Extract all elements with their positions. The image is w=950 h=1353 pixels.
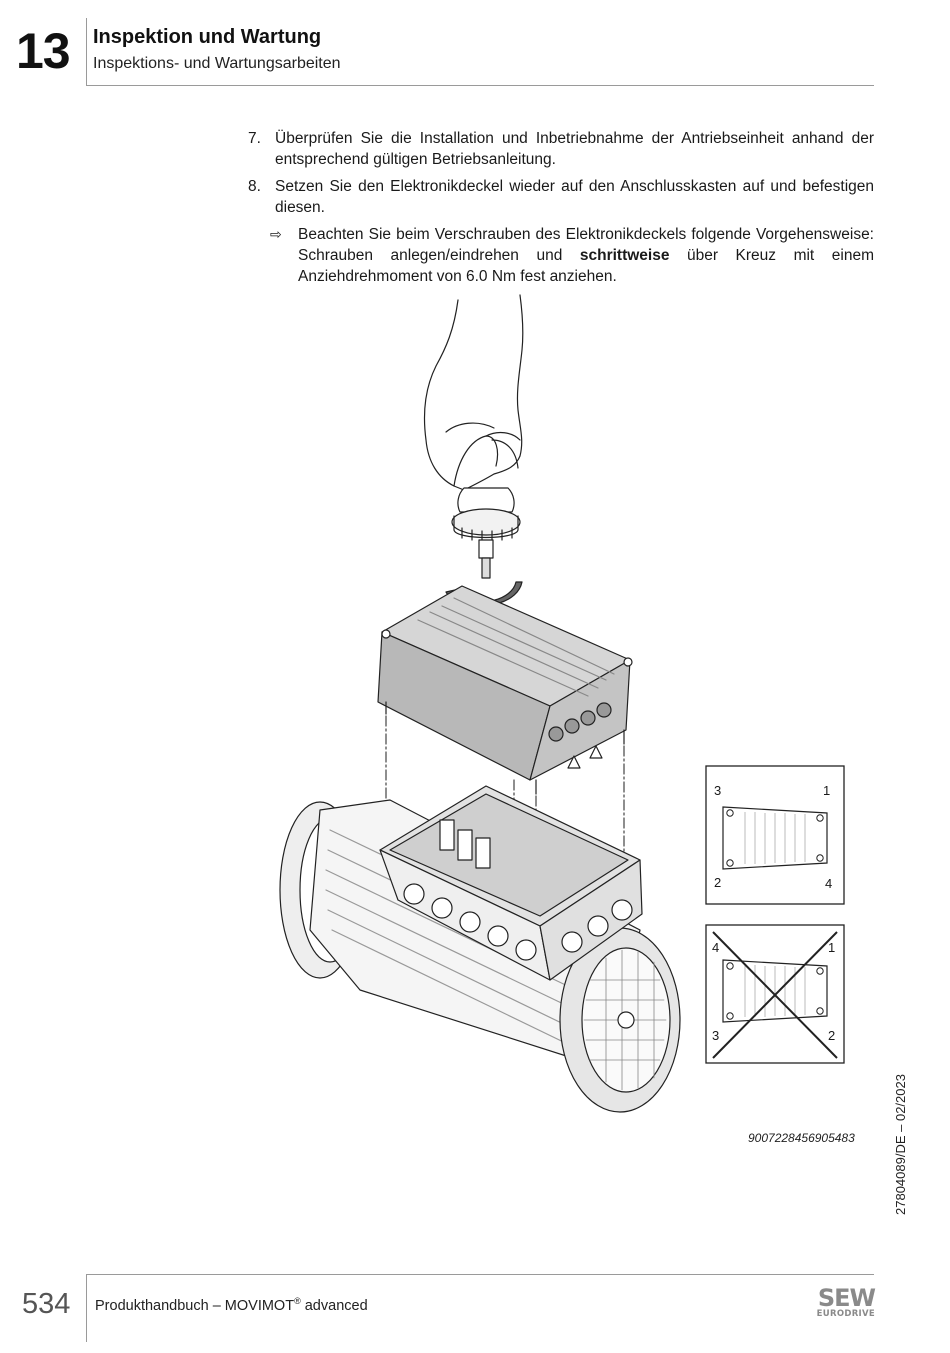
bolt-label-tr: 1 <box>823 783 831 798</box>
page-subtitle: Inspektions- und Wartungsarbeiten <box>93 55 341 72</box>
bolt-label-tr: 1 <box>828 940 836 955</box>
result-arrow-icon: ⇨ <box>270 226 282 242</box>
footer-rule <box>86 1274 874 1275</box>
tightening-diagram-wrong <box>705 924 845 1064</box>
sew-eurodrive-logo: SEW EURODRIVE <box>816 1284 875 1319</box>
page-title: Inspektion und Wartung <box>93 26 322 48</box>
bolt-label-br: 4 <box>825 876 833 891</box>
step-text: Überprüfen Sie die Installation und Inbetriebnahme der Antriebseinheit anhand der entsprechend gültigen Betriebsanleitung. <box>275 130 874 168</box>
document-code: 27804089/DE – 02/2023 <box>893 1074 908 1215</box>
header-rule <box>86 85 874 86</box>
electronics-cover <box>378 586 632 794</box>
header-divider <box>86 18 87 86</box>
result-note <box>270 224 874 287</box>
chapter-number: 13 <box>16 23 70 79</box>
figure-id: 9007228456905483 <box>748 1131 855 1145</box>
step-number: 7. <box>248 130 261 147</box>
hand-icon <box>424 295 522 490</box>
torque-tool-icon <box>452 488 520 578</box>
bolt-label-bl: 3 <box>712 1028 720 1043</box>
step-item <box>248 176 874 218</box>
page-number: 534 <box>22 1288 71 1320</box>
step-number: 8. <box>248 178 261 195</box>
bolt-label-br: 2 <box>828 1028 836 1043</box>
bolt-label-tl: 4 <box>712 940 720 955</box>
bolt-label-bl: 2 <box>714 875 722 890</box>
footer-title: Produkthandbuch – MOVIMOT® advanced <box>95 1296 368 1314</box>
step-text: Setzen Sie den Elektronikdeckel wieder auf den Anschlusskasten auf und befestigen diesen. <box>275 178 874 216</box>
note-text: Beachten Sie beim Verschrauben des Elektronikdeckels folgende Vorgehensweise: Schrauben anlegen/eindrehen und schrittweise über Kreuz mit einem Anziehdrehmoment von 6.0 Nm fest anziehen. <box>298 226 874 285</box>
footer-divider <box>86 1274 87 1342</box>
instruction-steps <box>248 128 874 287</box>
motor-cover-illustration <box>250 290 710 1140</box>
bolt-label-tl: 3 <box>714 783 722 798</box>
note-emphasis: schrittweise <box>579 247 670 264</box>
step-item <box>248 128 874 170</box>
